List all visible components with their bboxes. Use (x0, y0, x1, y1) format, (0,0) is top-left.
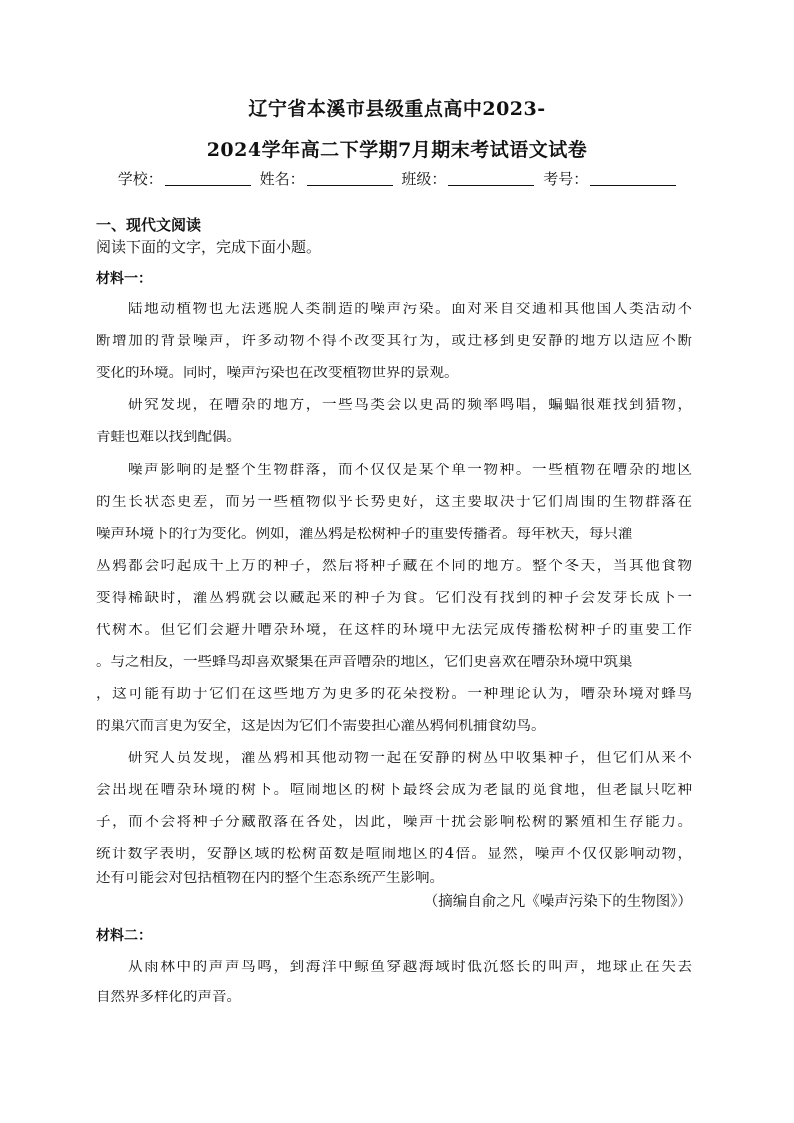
material1-line: 青蛙也难以找到配偶。 (96, 430, 241, 445)
material1-line: 研究发现，在嘈杂的地方，一些鸟类会以更高的频率鸣唱，蝙蝠很难找到猎物， (128, 398, 692, 413)
material1-line-text: 噪声环境下的行为变化。例如， (96, 527, 299, 542)
exam-number-field[interactable] (543, 172, 676, 187)
reading-instruction: 阅读下面的文字，完成下面小题。 (96, 238, 322, 256)
class-blank[interactable] (448, 185, 534, 186)
underlined-passage-line: 丛鸦都会叼起成千上万的种子，然后将种子藏在不同的地方。整个冬天，当其他食物 (96, 559, 692, 574)
underlined-passage-end: 。 (96, 655, 111, 670)
material1-line: 的生长状态更差，而另一些植物似乎长势更好，这主要取决于它们周围的生物群落在 (96, 495, 692, 510)
material2-line: 从雨林中的声声鸟鸣，到海洋中鲸鱼穿越海域时低沉悠长的叫声，地球正在失去 (128, 960, 692, 975)
school-label: 学校： (117, 170, 163, 188)
name-field[interactable] (260, 172, 393, 187)
material2-label: 材料二： (96, 928, 152, 944)
material1-line: ，这可能有助于它们在这些地方为更多的花朵授粉。一种理论认为，嘈杂环境对蜂鸟 (96, 687, 692, 702)
material1-line (96, 655, 692, 670)
name-blank[interactable] (307, 185, 393, 186)
school-blank[interactable] (165, 185, 251, 186)
material1-line: 断增加的背景噪声，许多动物不得不改变其行为，或迁移到更安静的地方以适应不断 (96, 334, 692, 349)
name-label: 姓名： (259, 170, 305, 188)
material1-line (96, 527, 692, 542)
material1-line: 会出现在嘈杂环境的树下。喧闹地区的树下最终会成为老鼠的觅食地，但老鼠只吃种 (96, 783, 692, 798)
material1-line-text: 与之相反，一些蜂鸟却喜欢聚集在声音嘈杂的地区，它们更喜欢在嘈杂环境中筑巢 (110, 655, 633, 670)
school-field[interactable] (118, 172, 251, 187)
material1-line: 噪声影响的是整个生物群落，而不仅仅是某个单一物种。一些植物在嘈杂的地区 (128, 463, 692, 478)
section-heading: 一、现代文阅读 (96, 216, 202, 234)
material1-line: 陆地动植物也无法逃脱人类制造的噪声污染。面对来自交通和其他国人类活动不 (128, 302, 692, 317)
underlined-passage-line: 变得稀缺时，灌丛鸦就会以藏起来的种子为食。它们没有找到的种子会发芽长成下一 (96, 591, 692, 606)
exam-title-line1: 辽宁省本溪市县级重点高中2023- (248, 98, 546, 120)
material2-line: 自然界多样化的声音。 (96, 990, 241, 1005)
student-info-row (0, 172, 794, 187)
exam-number-blank[interactable] (590, 185, 676, 186)
class-field[interactable] (401, 172, 534, 187)
material1-line: 统计数字表明，安静区域的松树苗数是喧闹地区的4倍。显然，噪声不仅仅影响动物， (96, 847, 692, 862)
material1-line: 的巢穴而言更为安全，这是因为它们不需要担心灌丛鸦伺机捕食幼鸟。 (96, 719, 546, 734)
material1-line: 子，而不会将种子分藏散落在各处，因此，噪声干扰会影响松树的繁殖和生存能力。 (96, 815, 692, 830)
material1-line: 还有可能会对包括植物在内的整个生态系统产生影响。 (96, 871, 444, 886)
class-label: 班级： (401, 170, 447, 188)
exam-title-line2: 2024学年高二下学期7月期末考试语文试卷 (206, 139, 588, 161)
underlined-passage: 灌丛鸦是松树种子的重要传播者。每年秋天，每只灌 (299, 527, 633, 542)
exam-number-label: 考号： (543, 170, 589, 188)
material1-label: 材料一： (96, 271, 152, 287)
material1-source: （摘编自俞之凡《噪声污染下的生物图》） (423, 894, 692, 910)
underlined-passage-line: 代树木。但它们会避开嘈杂环境，在这样的环境中无法完成传播松树种子的重要工作 (96, 623, 692, 638)
material1-line: 研究人员发现，灌丛鸦和其他动物一起在安静的树丛中收集种子，但它们从来不 (128, 751, 692, 766)
material1-line: 变化的环境。同时，噪声污染也在改变植物世界的景观。 (96, 366, 459, 381)
